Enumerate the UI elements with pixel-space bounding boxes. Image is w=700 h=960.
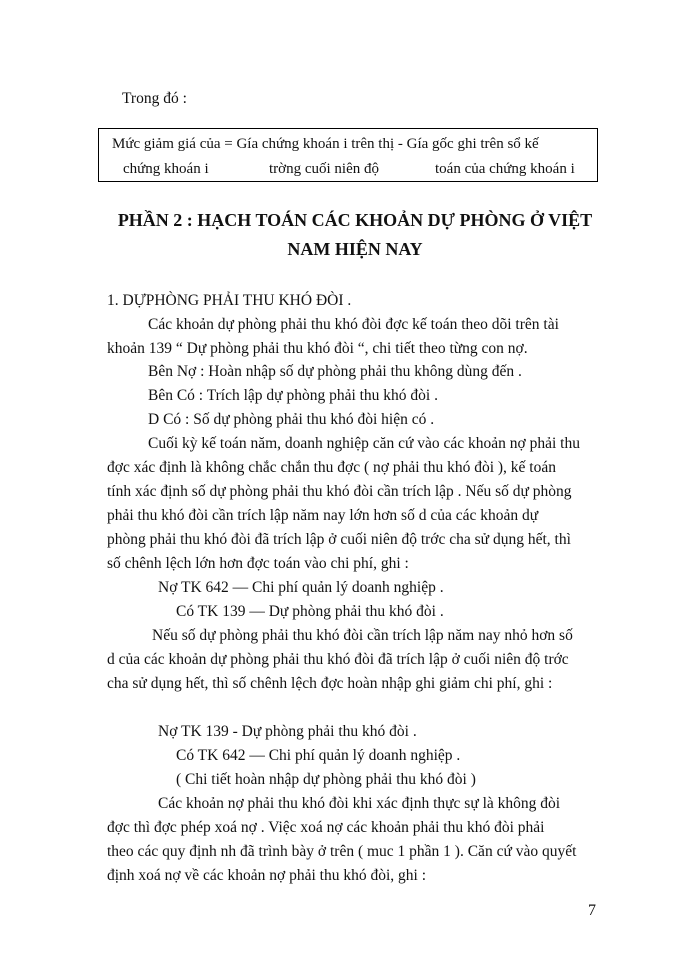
- paragraph-line: phải thu khó đòi cần trích lập năm nay lớn hơn số d của các khoản dự: [107, 507, 539, 524]
- paragraph-line: d của các khoản dự phòng phải thu khó đòi đã trích lập ở cuối niên độ trớc: [107, 651, 569, 668]
- paragraph-line: Các khoản nợ phải thu khó đòi khi xác định thực sự là không đòi: [158, 795, 561, 812]
- formula-line-1: Mức giảm giá của = Gía chứng khoán i trên thị - Gía gốc ghi trên sổ kế: [112, 136, 539, 152]
- journal-entry-debit: Nợ TK 642 — Chi phí quản lý doanh nghiệp .: [158, 579, 444, 596]
- part-heading-line-2: NAM HIỆN NAY: [287, 239, 423, 259]
- paragraph-line: số chênh lệch lớn hơn đợc toán vào chi phí, ghi :: [107, 555, 409, 572]
- formula-term-market: trờng cuối niên độ: [269, 161, 379, 177]
- formula-box: [98, 128, 598, 182]
- formula-term-cost: toán của chứng khoán i: [435, 161, 575, 177]
- paragraph-line: đợc thì đợc phép xoá nợ . Việc xoá nợ các khoản phải thu khó đòi phải: [107, 819, 545, 836]
- part-heading-line-1: PHẦN 2 : HẠCH TOÁN CÁC KHOẢN DỰ PHÒNG Ở VIỆT: [117, 210, 593, 230]
- page-number: 7: [588, 902, 596, 919]
- section-title: 1. DỰPHÒNG PHẢI THU KHÓ ĐÒI .: [107, 292, 352, 309]
- paragraph-line: cha sử dụng hết, thì số chênh lệch đợc hoàn nhập ghi giảm chi phí, ghi :: [107, 675, 553, 692]
- paragraph-line: Các khoản dự phòng phải thu khó đòi đợc kế toán theo dõi trên tài: [148, 316, 559, 333]
- paragraph-line: khoản 139 “ Dự phòng phải thu khó đòi “, chi tiết theo từng con nợ.: [107, 340, 528, 357]
- paragraph-line: đợc xác định là không chắc chắn thu đợc ( nợ phải thu khó đòi ), kế toán: [107, 459, 556, 476]
- paragraph-line: phòng phải thu khó đòi đã trích lập ở cuối niên độ trớc cha sử dụng hết, thì: [107, 531, 571, 548]
- journal-entry-note: ( Chi tiết hoàn nhập dự phòng phải thu khó đòi ): [176, 771, 476, 788]
- credit-side-line: Bên Có : Trích lập dự phòng phải thu khó đòi .: [148, 387, 438, 404]
- journal-entry-credit: Có TK 642 — Chi phí quản lý doanh nghiệp .: [176, 747, 461, 764]
- balance-line: D Có : Số dự phòng phải thu khó đòi hiện có .: [148, 411, 435, 428]
- journal-entry-debit: Nợ TK 139 - Dự phòng phải thu khó đòi .: [158, 723, 417, 740]
- paragraph-line: Nếu số dự phòng phải thu khó đòi cần trích lập năm nay nhỏ hơn số: [152, 627, 573, 644]
- intro-text: Trong đó :: [122, 90, 187, 107]
- paragraph-line: Cuối kỳ kế toán năm, doanh nghiệp căn cứ vào các khoản nợ phải thu: [148, 435, 580, 452]
- journal-entry-credit: Có TK 139 — Dự phòng phải thu khó đòi .: [176, 603, 444, 620]
- paragraph-line: định xoá nợ về các khoản nợ phải thu khó đòi, ghi :: [107, 867, 427, 884]
- formula-term-security: chứng khoán i: [123, 161, 209, 177]
- debit-side-line: Bên Nợ : Hoàn nhập số dự phòng phải thu không dùng đến .: [148, 363, 522, 380]
- paragraph-line: theo các quy định nh đã trình bày ở trên ( muc 1 phần 1 ). Căn cứ vào quyết: [107, 843, 577, 860]
- paragraph-line: tính xác định số dự phòng phải thu khó đòi cần trích lập . Nếu số dự phòng: [107, 483, 572, 500]
